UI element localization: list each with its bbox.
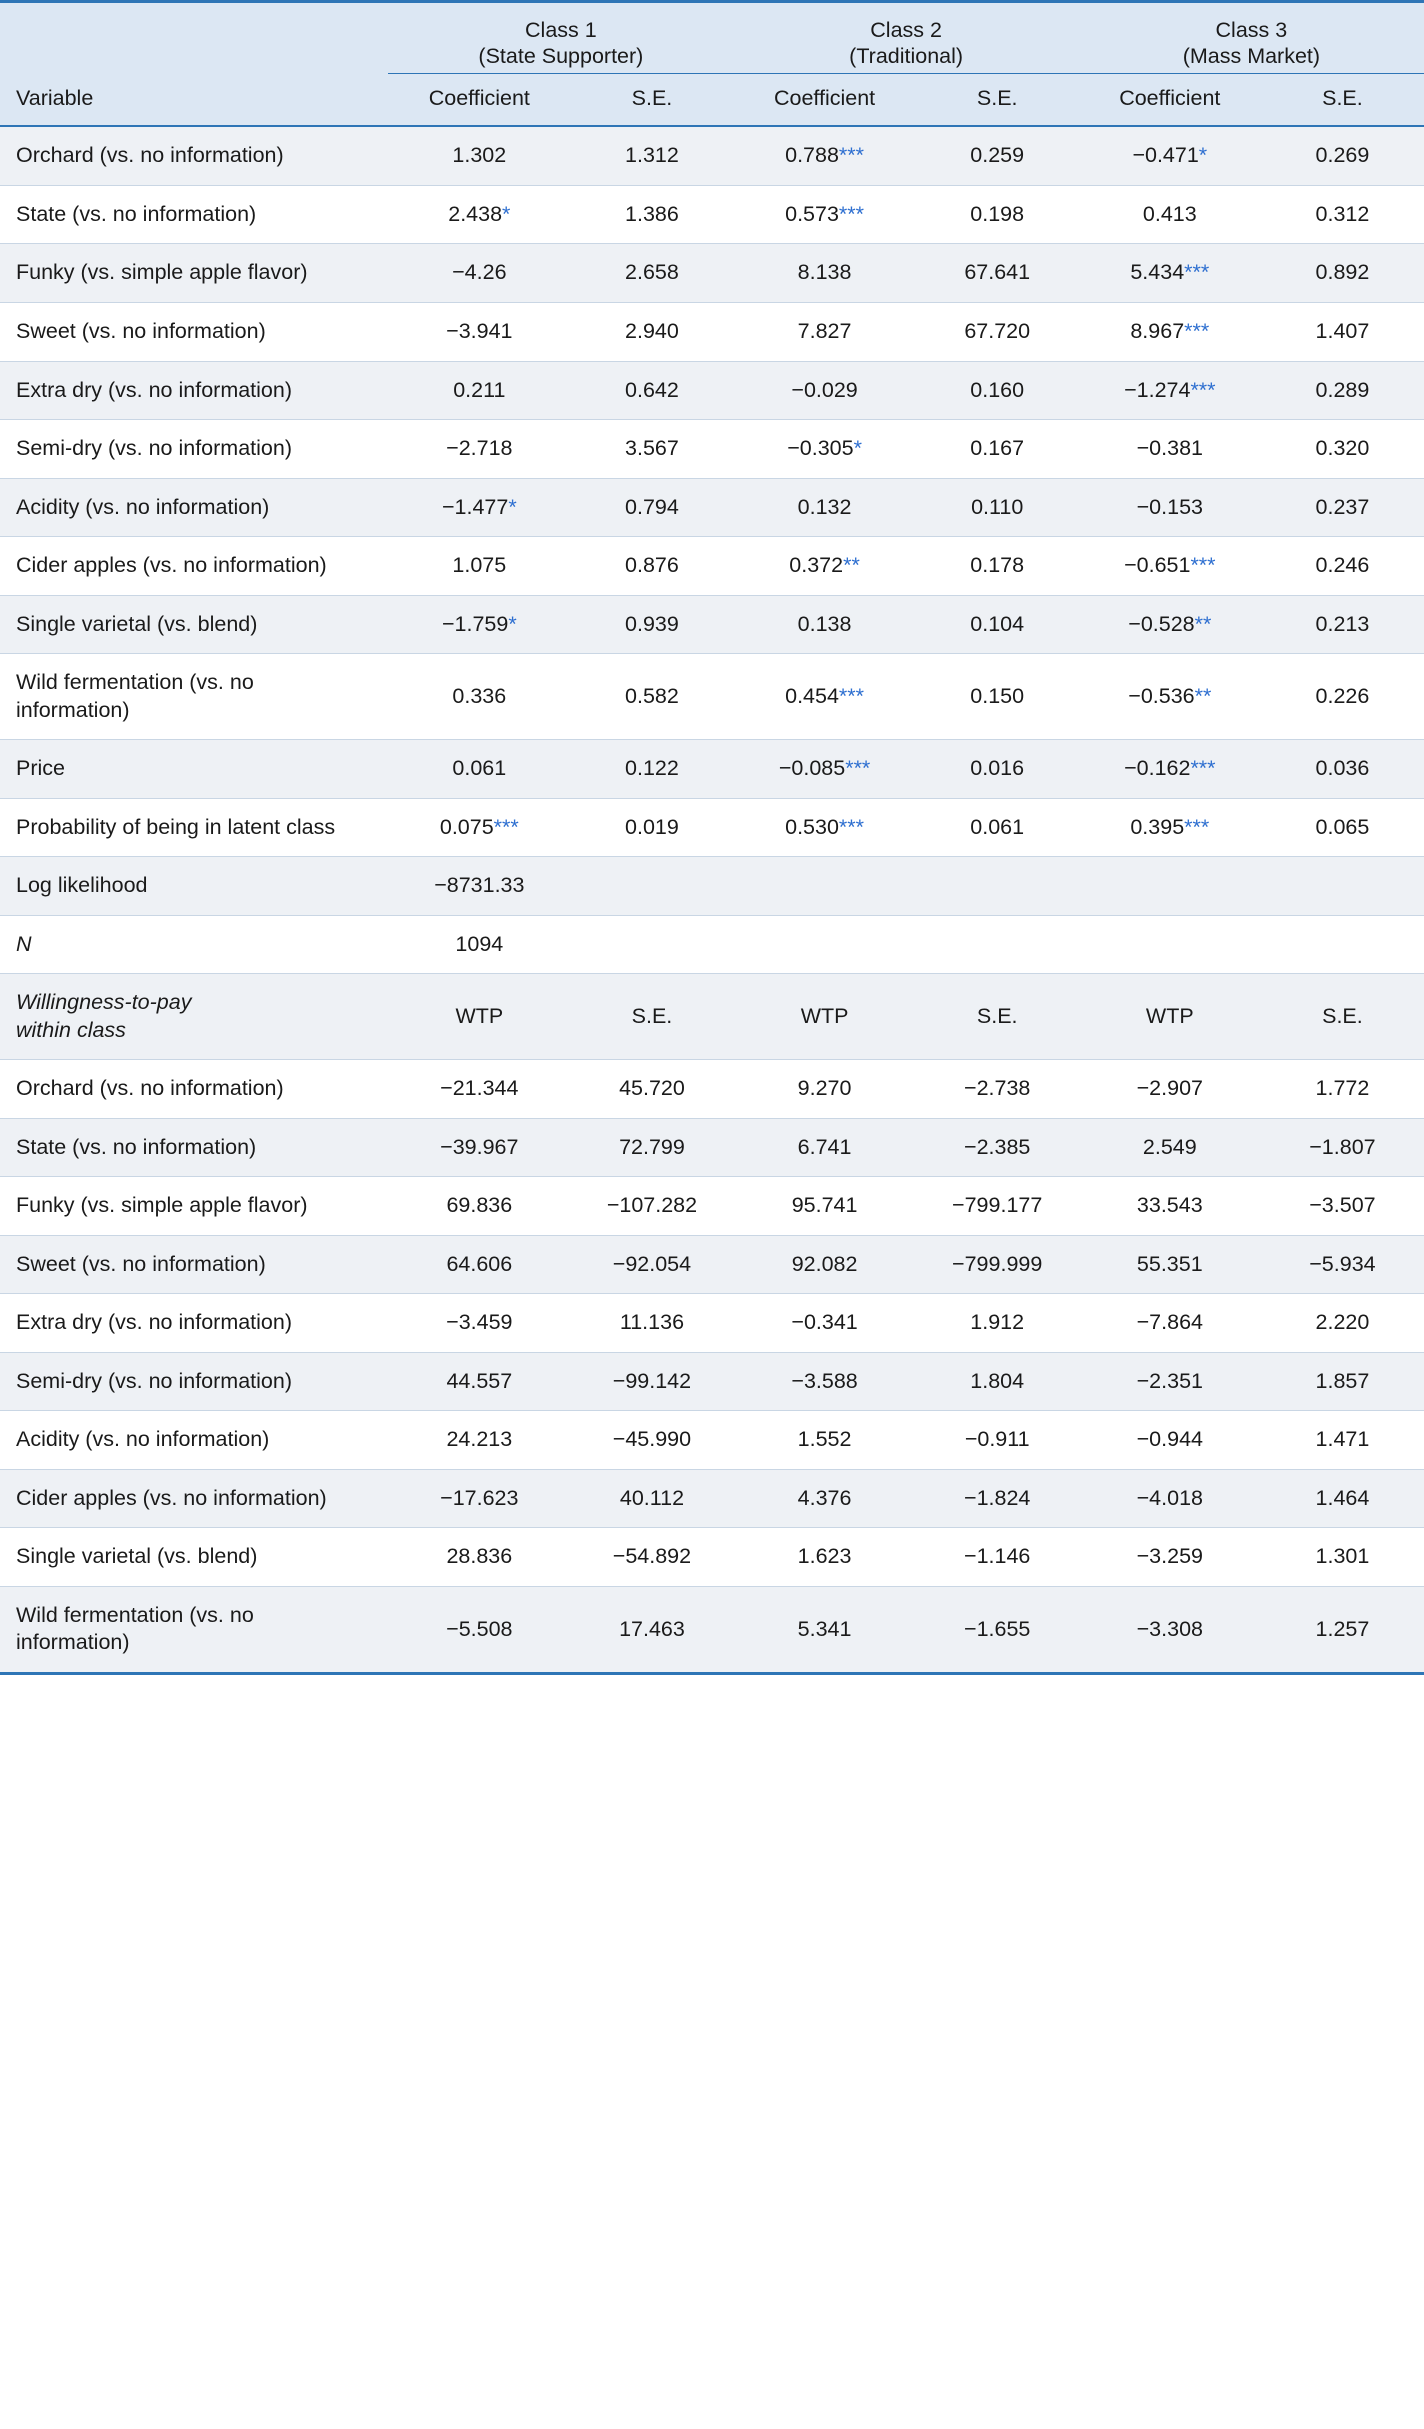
row-variable-label: Acidity (vs. no information) <box>0 478 388 537</box>
row-value: −7.864 <box>1079 1294 1261 1353</box>
row-value: −99.142 <box>570 1352 733 1411</box>
row-value: 0.160 <box>916 361 1079 420</box>
row-value: −2.385 <box>916 1118 1079 1177</box>
row-variable-label: Cider apples (vs. no information) <box>0 1469 388 1528</box>
row-value: −0.528** <box>1079 595 1261 654</box>
row-value: −0.162*** <box>1079 740 1261 799</box>
sample-size-value: 1094 <box>388 915 570 974</box>
row-value: −799.999 <box>916 1235 1079 1294</box>
wtp-table-row <box>0 1118 1424 1177</box>
row-value: 0.122 <box>570 740 733 799</box>
row-value: 33.543 <box>1079 1177 1261 1236</box>
header-corner-blank <box>0 2 388 74</box>
row-value: 0.016 <box>916 740 1079 799</box>
row-value: 8.138 <box>734 244 916 303</box>
row-value: −3.941 <box>388 302 570 361</box>
row-value: −0.651*** <box>1079 537 1261 596</box>
row-value: −3.459 <box>388 1294 570 1353</box>
row-value: 0.372** <box>734 537 916 596</box>
row-value: 2.658 <box>570 244 733 303</box>
row-value: 45.720 <box>570 1060 733 1119</box>
significance-stars: *** <box>1190 377 1216 402</box>
row-value: 0.336 <box>388 654 570 740</box>
row-variable-label: Acidity (vs. no information) <box>0 1411 388 1470</box>
row-value: −39.967 <box>388 1118 570 1177</box>
row-value: 0.876 <box>570 537 733 596</box>
header-group-class-3 <box>1079 2 1424 74</box>
row-variable-label: Extra dry (vs. no information) <box>0 1294 388 1353</box>
row-value: 9.270 <box>734 1060 916 1119</box>
significance-stars: *** <box>838 814 865 839</box>
row-value: −3.259 <box>1079 1528 1261 1587</box>
wtp-column-header: WTP <box>1079 974 1261 1060</box>
row-value: 0.036 <box>1261 740 1424 799</box>
row-value: 1.912 <box>916 1294 1079 1353</box>
header-group-class-1-line2: (State Supporter) <box>478 44 644 69</box>
row-value: 1.302 <box>388 126 570 185</box>
row-value: 0.259 <box>916 126 1079 185</box>
row-value: −0.153 <box>1079 478 1261 537</box>
empty-cell <box>1261 915 1424 974</box>
row-value: 67.720 <box>916 302 1079 361</box>
row-value: −5.508 <box>388 1586 570 1673</box>
row-value: 40.112 <box>570 1469 733 1528</box>
row-value: −45.990 <box>570 1411 733 1470</box>
row-value: 5.341 <box>734 1586 916 1673</box>
row-variable-label: State (vs. no information) <box>0 185 388 244</box>
row-variable-label: Single varietal (vs. blend) <box>0 1528 388 1587</box>
wtp-table-row <box>0 1586 1424 1673</box>
log-likelihood-value: −8731.33 <box>388 857 570 916</box>
significance-stars: * <box>508 494 517 519</box>
empty-cell <box>1261 857 1424 916</box>
wtp-table-row <box>0 1294 1424 1353</box>
row-value: −2.738 <box>916 1060 1079 1119</box>
header-se-class-2: S.E. <box>916 74 1079 127</box>
row-value: 0.138 <box>734 595 916 654</box>
wtp-table-row <box>0 1235 1424 1294</box>
empty-cell <box>734 857 916 916</box>
row-value: 6.741 <box>734 1118 916 1177</box>
table-row <box>0 478 1424 537</box>
row-value: 69.836 <box>388 1177 570 1236</box>
row-value: 64.606 <box>388 1235 570 1294</box>
wtp-table-row <box>0 1352 1424 1411</box>
header-group-class-1-line1: Class 1 <box>525 18 597 42</box>
row-variable-label: Wild fermentation (vs. no information) <box>0 654 388 740</box>
row-value: −1.146 <box>916 1528 1079 1587</box>
row-value: 0.198 <box>916 185 1079 244</box>
table-row <box>0 302 1424 361</box>
row-value: 2.220 <box>1261 1294 1424 1353</box>
row-value: −4.018 <box>1079 1469 1261 1528</box>
row-value: 17.463 <box>570 1586 733 1673</box>
row-value: 24.213 <box>388 1411 570 1470</box>
row-variable-label: Log likelihood <box>0 857 388 916</box>
row-value: −92.054 <box>570 1235 733 1294</box>
row-value: −0.029 <box>734 361 916 420</box>
table-row <box>0 420 1424 479</box>
row-value: −0.536** <box>1079 654 1261 740</box>
row-value: 0.413 <box>1079 185 1261 244</box>
row-variable-label: N <box>0 915 388 974</box>
row-value: 1.552 <box>734 1411 916 1470</box>
row-value: −1.807 <box>1261 1118 1424 1177</box>
table-row <box>0 126 1424 185</box>
row-value: 0.061 <box>916 798 1079 857</box>
row-value: −5.934 <box>1261 1235 1424 1294</box>
table-row <box>0 740 1424 799</box>
significance-stars: *** <box>1190 553 1216 578</box>
wtp-table-row <box>0 1469 1424 1528</box>
row-variable-label: Single varietal (vs. blend) <box>0 595 388 654</box>
row-value: −0.305* <box>734 420 916 479</box>
row-value: 2.549 <box>1079 1118 1261 1177</box>
row-value: 0.132 <box>734 478 916 537</box>
row-value: 1.772 <box>1261 1060 1424 1119</box>
wtp-se-column-header: S.E. <box>1261 974 1424 1060</box>
row-value: 0.794 <box>570 478 733 537</box>
row-value: −1.824 <box>916 1469 1079 1528</box>
significance-stars: *** <box>838 683 865 708</box>
empty-cell <box>1079 915 1261 974</box>
row-value: 95.741 <box>734 1177 916 1236</box>
significance-stars: *** <box>1184 260 1210 285</box>
row-variable-label: Wild fermentation (vs. no information) <box>0 1586 388 1673</box>
row-value: 0.150 <box>916 654 1079 740</box>
significance-stars: *** <box>1184 318 1210 343</box>
sample-size-row <box>0 915 1424 974</box>
wtp-column-header: WTP <box>388 974 570 1060</box>
empty-cell <box>570 915 733 974</box>
row-variable-label: Funky (vs. simple apple flavor) <box>0 244 388 303</box>
wtp-table-row <box>0 1060 1424 1119</box>
row-value: −21.344 <box>388 1060 570 1119</box>
table-header-groups <box>0 2 1424 74</box>
wtp-section-label <box>0 974 388 1060</box>
row-value: 0.019 <box>570 798 733 857</box>
row-value: 2.940 <box>570 302 733 361</box>
row-value: −3.507 <box>1261 1177 1424 1236</box>
row-value: −1.274*** <box>1079 361 1261 420</box>
row-value: −4.26 <box>388 244 570 303</box>
row-variable-label: Orchard (vs. no information) <box>0 1060 388 1119</box>
significance-stars: * <box>853 436 862 461</box>
row-value: 0.892 <box>1261 244 1424 303</box>
wtp-se-column-header: S.E. <box>916 974 1079 1060</box>
row-value: −0.471* <box>1079 126 1261 185</box>
header-group-class-2-line2: (Traditional) <box>849 44 964 69</box>
wtp-table-row <box>0 1177 1424 1236</box>
wtp-section-label-line2: within class <box>16 1017 126 1042</box>
significance-stars: * <box>508 611 517 636</box>
empty-cell <box>916 915 1079 974</box>
row-variable-label: Price <box>0 740 388 799</box>
row-value: 0.289 <box>1261 361 1424 420</box>
wtp-column-header: WTP <box>734 974 916 1060</box>
log-likelihood-row <box>0 857 1424 916</box>
table-header-subcolumns <box>0 74 1424 127</box>
row-variable-label: Probability of being in latent class <box>0 798 388 857</box>
row-value: 67.641 <box>916 244 1079 303</box>
row-value: 1.257 <box>1261 1586 1424 1673</box>
table-row <box>0 654 1424 740</box>
row-value: 55.351 <box>1079 1235 1261 1294</box>
row-value: −2.351 <box>1079 1352 1261 1411</box>
row-value: 1.312 <box>570 126 733 185</box>
row-value: −1.655 <box>916 1586 1079 1673</box>
row-variable-label: Sweet (vs. no information) <box>0 1235 388 1294</box>
header-group-class-2-line1: Class 2 <box>870 18 942 42</box>
row-value: 0.582 <box>570 654 733 740</box>
row-value: −0.381 <box>1079 420 1261 479</box>
row-variable-label: Cider apples (vs. no information) <box>0 537 388 596</box>
wtp-section-header-row <box>0 974 1424 1060</box>
row-value: 0.395*** <box>1079 798 1261 857</box>
header-group-class-3-line2: (Mass Market) <box>1182 44 1321 69</box>
row-value: −3.588 <box>734 1352 916 1411</box>
wtp-table-row <box>0 1528 1424 1587</box>
significance-stars: ** <box>1194 611 1212 636</box>
row-variable-label: Semi-dry (vs. no information) <box>0 1352 388 1411</box>
row-value: 72.799 <box>570 1118 733 1177</box>
row-value: 92.082 <box>734 1235 916 1294</box>
significance-stars: ** <box>1194 683 1212 708</box>
row-value: 1.471 <box>1261 1411 1424 1470</box>
row-value: 0.642 <box>570 361 733 420</box>
row-variable-label: State (vs. no information) <box>0 1118 388 1177</box>
header-variable: Variable <box>0 74 388 127</box>
row-value: −107.282 <box>570 1177 733 1236</box>
significance-stars: *** <box>838 201 865 226</box>
row-value: −0.944 <box>1079 1411 1261 1470</box>
row-value: −17.623 <box>388 1469 570 1528</box>
significance-stars: *** <box>845 756 871 781</box>
row-variable-label: Orchard (vs. no information) <box>0 126 388 185</box>
row-value: 44.557 <box>388 1352 570 1411</box>
table-row <box>0 595 1424 654</box>
row-value: −0.341 <box>734 1294 916 1353</box>
row-value: 1.857 <box>1261 1352 1424 1411</box>
row-value: 1.301 <box>1261 1528 1424 1587</box>
significance-stars: *** <box>1190 756 1216 781</box>
header-coefficient-class-1: Coefficient <box>388 74 570 127</box>
row-value: 1.464 <box>1261 1469 1424 1528</box>
empty-cell <box>734 915 916 974</box>
wtp-table-row <box>0 1411 1424 1470</box>
table-row <box>0 185 1424 244</box>
row-value: 0.269 <box>1261 126 1424 185</box>
row-value: 0.530*** <box>734 798 916 857</box>
row-value: 0.065 <box>1261 798 1424 857</box>
row-value: −3.308 <box>1079 1586 1261 1673</box>
significance-stars: * <box>1198 143 1208 168</box>
row-value: 0.061 <box>388 740 570 799</box>
row-value: −1.759* <box>388 595 570 654</box>
row-value: 0.788*** <box>734 126 916 185</box>
row-value: 1.075 <box>388 537 570 596</box>
table-row <box>0 244 1424 303</box>
table-row <box>0 361 1424 420</box>
row-value: 5.434*** <box>1079 244 1261 303</box>
table-row <box>0 537 1424 596</box>
empty-cell <box>570 857 733 916</box>
row-value: 0.454*** <box>734 654 916 740</box>
row-value: 0.573*** <box>734 185 916 244</box>
row-value: 0.312 <box>1261 185 1424 244</box>
row-value: 0.178 <box>916 537 1079 596</box>
row-value: 11.136 <box>570 1294 733 1353</box>
header-coefficient-class-2: Coefficient <box>734 74 916 127</box>
significance-stars: * <box>502 201 511 226</box>
row-value: 0.237 <box>1261 478 1424 537</box>
row-value: −1.477* <box>388 478 570 537</box>
row-variable-label: Sweet (vs. no information) <box>0 302 388 361</box>
table-row <box>0 798 1424 857</box>
row-value: 28.836 <box>388 1528 570 1587</box>
significance-stars: ** <box>843 553 860 578</box>
row-value: 0.110 <box>916 478 1079 537</box>
empty-cell <box>1079 857 1261 916</box>
row-value: 0.211 <box>388 361 570 420</box>
row-value: 0.320 <box>1261 420 1424 479</box>
header-coefficient-class-3: Coefficient <box>1079 74 1261 127</box>
table-body <box>0 126 1424 1673</box>
header-group-class-3-line1: Class 3 <box>1215 18 1288 42</box>
header-se-class-1: S.E. <box>570 74 733 127</box>
row-value: 4.376 <box>734 1469 916 1528</box>
row-value: 1.407 <box>1261 302 1424 361</box>
row-value: −0.085*** <box>734 740 916 799</box>
row-value: 3.567 <box>570 420 733 479</box>
row-variable-label: Semi-dry (vs. no information) <box>0 420 388 479</box>
wtp-section-label-line1: Willingness-to-pay <box>16 990 192 1015</box>
row-value: 1.804 <box>916 1352 1079 1411</box>
row-variable-label: Funky (vs. simple apple flavor) <box>0 1177 388 1236</box>
row-value: −799.177 <box>916 1177 1079 1236</box>
row-value: 0.226 <box>1261 654 1424 740</box>
significance-stars: *** <box>493 814 519 839</box>
row-value: −54.892 <box>570 1528 733 1587</box>
significance-stars: *** <box>838 143 865 168</box>
row-value: −2.718 <box>388 420 570 479</box>
significance-stars: *** <box>1184 814 1210 839</box>
header-group-class-1 <box>388 2 733 74</box>
wtp-se-column-header: S.E. <box>570 974 733 1060</box>
row-value: 0.075*** <box>388 798 570 857</box>
header-group-class-2 <box>734 2 1079 74</box>
row-variable-label: Extra dry (vs. no information) <box>0 361 388 420</box>
row-value: 0.246 <box>1261 537 1424 596</box>
row-value: 8.967*** <box>1079 302 1261 361</box>
row-value: 1.386 <box>570 185 733 244</box>
row-value: 0.213 <box>1261 595 1424 654</box>
row-value: −0.911 <box>916 1411 1079 1470</box>
row-value: 7.827 <box>734 302 916 361</box>
empty-cell <box>916 857 1079 916</box>
row-value: 0.104 <box>916 595 1079 654</box>
row-value: 0.939 <box>570 595 733 654</box>
row-value: 0.167 <box>916 420 1079 479</box>
row-value: 2.438* <box>388 185 570 244</box>
header-se-class-3: S.E. <box>1261 74 1424 127</box>
row-value: −2.907 <box>1079 1060 1261 1119</box>
row-value: 1.623 <box>734 1528 916 1587</box>
